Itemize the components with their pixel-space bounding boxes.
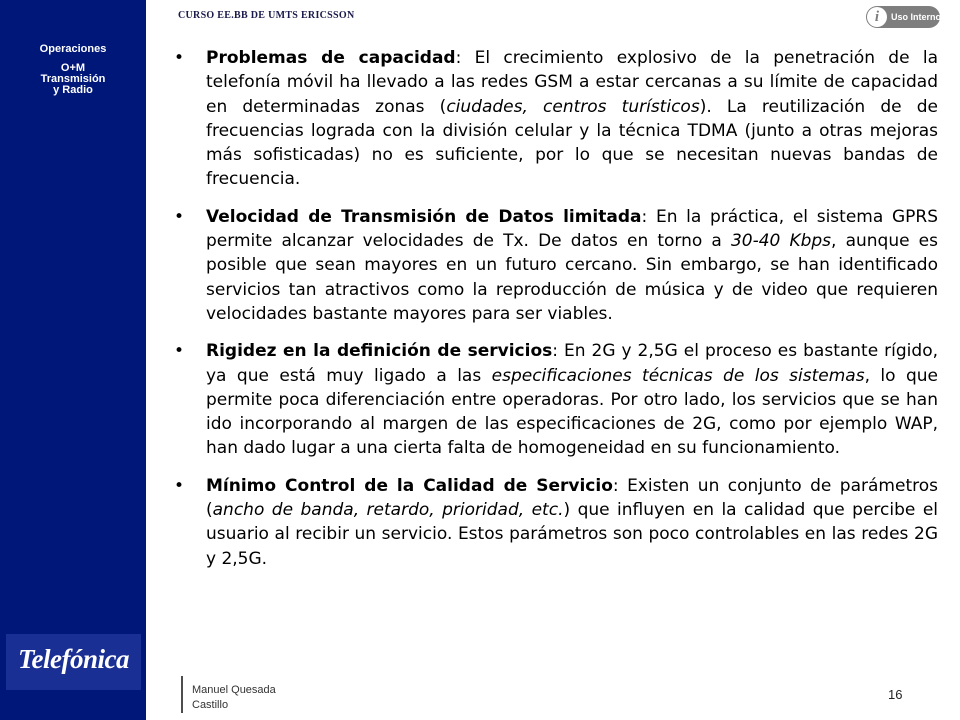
bullet-text: : En 2G y 2,5G el proceso es bastante rígido, ya que está muy ligado a las [206, 341, 938, 386]
bullet-dot: • [174, 475, 185, 496]
bullet-item [166, 205, 938, 326]
telefonica-logo [6, 634, 141, 690]
footer-divider [181, 676, 183, 713]
bullet-item [166, 339, 938, 460]
section-title-line2: O+M [60, 62, 86, 74]
bullet-italic-text: especificaciones técnicas de los sistemas [491, 365, 865, 386]
bullet-text: : El crecimiento explosivo de la penetración de la telefonía móvil ha llevado a las redes GSM a estar cercanas a su límite de capacidad en determinadas zonas ( [206, 48, 938, 117]
section-title-line1: Operaciones [39, 43, 107, 55]
bullet-text: : En la práctica, el sistema GPRS permite alcanzar velocidades de Tx. De datos en torno a [206, 206, 938, 252]
bullet-text: , lo que permite poca diferenciación entre operadoras. Por otro lado, los servicios que se han ido incorporando al margen de las especificaciones de 2G, como por ejemplo WAP, han dado lugar a una cierta falta de homogeneidad en su funcionamiento. [206, 365, 938, 459]
bullet-title: Problemas de capacidad [206, 48, 456, 68]
page-number: 16 [888, 687, 903, 702]
bullet-italic-text: ciudades, centros turísticos [446, 96, 700, 117]
bullet-text: , aunque es posible que sean mayores en un futuro cercano. Sin embargo, se han identificado servicios tan atractivos como la reproducción de música y de video que requieren velocidades bastante mayores para ser viables. [206, 231, 938, 324]
sidebar [0, 0, 146, 720]
bullet-italic-text: 30-40 Kbps [730, 231, 832, 252]
bullet-dot: • [174, 206, 185, 227]
bullet-item [166, 474, 938, 571]
bullet-title: Mínimo Control de la Calidad de Servicio [206, 475, 613, 496]
bullet-dot: • [174, 341, 185, 362]
bullet-text: ). La reutilización de de frecuencias lograda con la división celular y la técnica TDMA (junto a otras mejoras más sofisticadas) no es suficiente, por lo que se necesitan nuevas bandas de frecuencia. [206, 96, 938, 190]
bullet-italic-text: ancho de banda, retardo, prioridad, etc. [212, 500, 564, 521]
bullet-item [166, 46, 938, 192]
section-title-line4: y Radio [53, 84, 93, 96]
bullet-text: : Existen un conjunto de parámetros ( [206, 475, 938, 521]
bullet-text: ) que influyen en la calidad que percibe el usuario al recibir un servicio. Estos parámetros son poco controlables en las redes 2G y 2,5G. [206, 500, 939, 569]
bullet-dot: • [174, 48, 185, 68]
bullet-title: Rigidez en la definición de servicios [206, 341, 553, 362]
slide-content [166, 46, 938, 584]
bullet-title: Velocidad de Transmisión de Datos limitada [206, 206, 642, 227]
badge-label: Uso Interno [891, 12, 942, 22]
info-icon: i [867, 7, 887, 27]
section-title-line3: Transmisión [40, 73, 106, 85]
section-title [0, 44, 146, 96]
author [192, 683, 276, 713]
author-line1: Manuel Quesada [192, 684, 276, 696]
uso-interno-badge [866, 6, 940, 28]
course-title: CURSO EE.BB DE UMTS ERICSSON [178, 10, 355, 21]
logo-text: Telefónica [18, 644, 129, 674]
author-line2: Castillo [192, 699, 229, 711]
